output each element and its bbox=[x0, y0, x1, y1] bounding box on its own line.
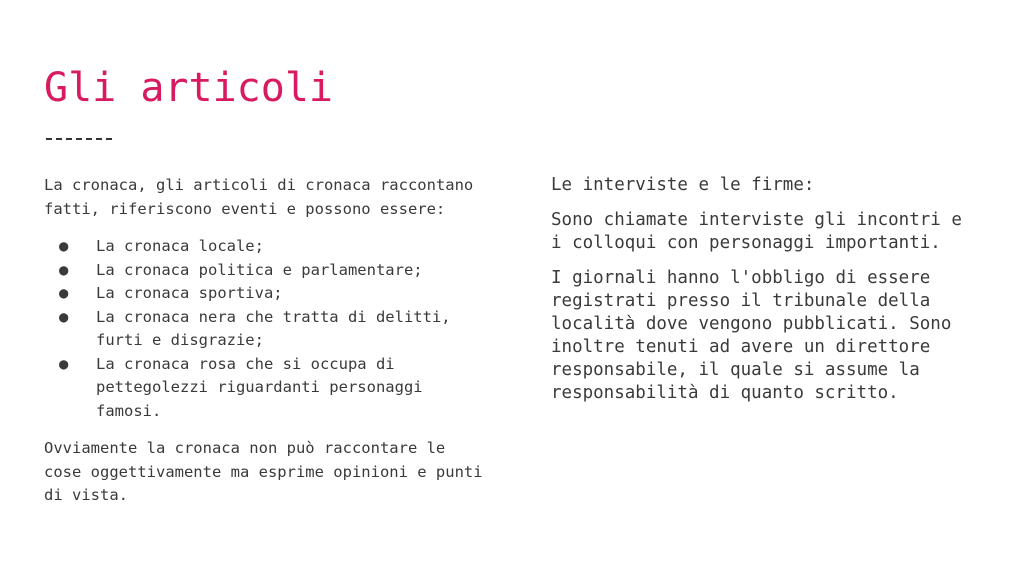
list-item-text: La cronaca locale; bbox=[96, 237, 264, 255]
list-item-text: La cronaca politica e parlamentare; bbox=[96, 260, 423, 279]
right-paragraph-registration: I giornali hanno l'obbligo di essere registrati presso il tribunale della località dove vengono pubblicati. Sono inoltre tenuti ad avere un direttore responsabile, il quale si assume la responsabilità di quanto scritto. bbox=[551, 268, 952, 403]
title-divider bbox=[46, 138, 112, 140]
list-item bbox=[44, 282, 484, 306]
list-item-text: La cronaca rosa che si occupa di pettegolezzi riguardanti personaggi famosi. bbox=[96, 354, 423, 420]
bullet-icon: ● bbox=[59, 307, 69, 326]
list-item bbox=[44, 306, 484, 353]
left-outro-text: Ovviamente la cronaca non può raccontare le cose oggettivamente ma esprime opinioni e punti di vista. bbox=[44, 439, 483, 504]
bullet-icon: ● bbox=[59, 284, 69, 302]
right-paragraph-interviews: Sono chiamate interviste gli incontri e i colloqui con personaggi importanti. bbox=[551, 210, 962, 253]
list-item bbox=[44, 259, 484, 283]
left-intro-text: La cronaca, gli articoli di cronaca raccontano fatti, riferiscono eventi e possono essere: bbox=[44, 176, 474, 218]
list-item-text: La cronaca nera che tratta di delitti, furti e disgrazie; bbox=[96, 307, 451, 349]
cronaca-types-list bbox=[44, 235, 484, 423]
right-heading: Le interviste e le firme: bbox=[551, 175, 815, 195]
bullet-icon: ● bbox=[59, 354, 69, 373]
list-item bbox=[44, 353, 484, 424]
right-column bbox=[551, 174, 981, 417]
list-item bbox=[44, 235, 484, 259]
bullet-icon: ● bbox=[59, 237, 69, 255]
left-column bbox=[44, 174, 484, 508]
slide-title: Gli articoli bbox=[44, 65, 333, 111]
bullet-icon: ● bbox=[59, 260, 69, 279]
list-item-text: La cronaca sportiva; bbox=[96, 284, 283, 302]
